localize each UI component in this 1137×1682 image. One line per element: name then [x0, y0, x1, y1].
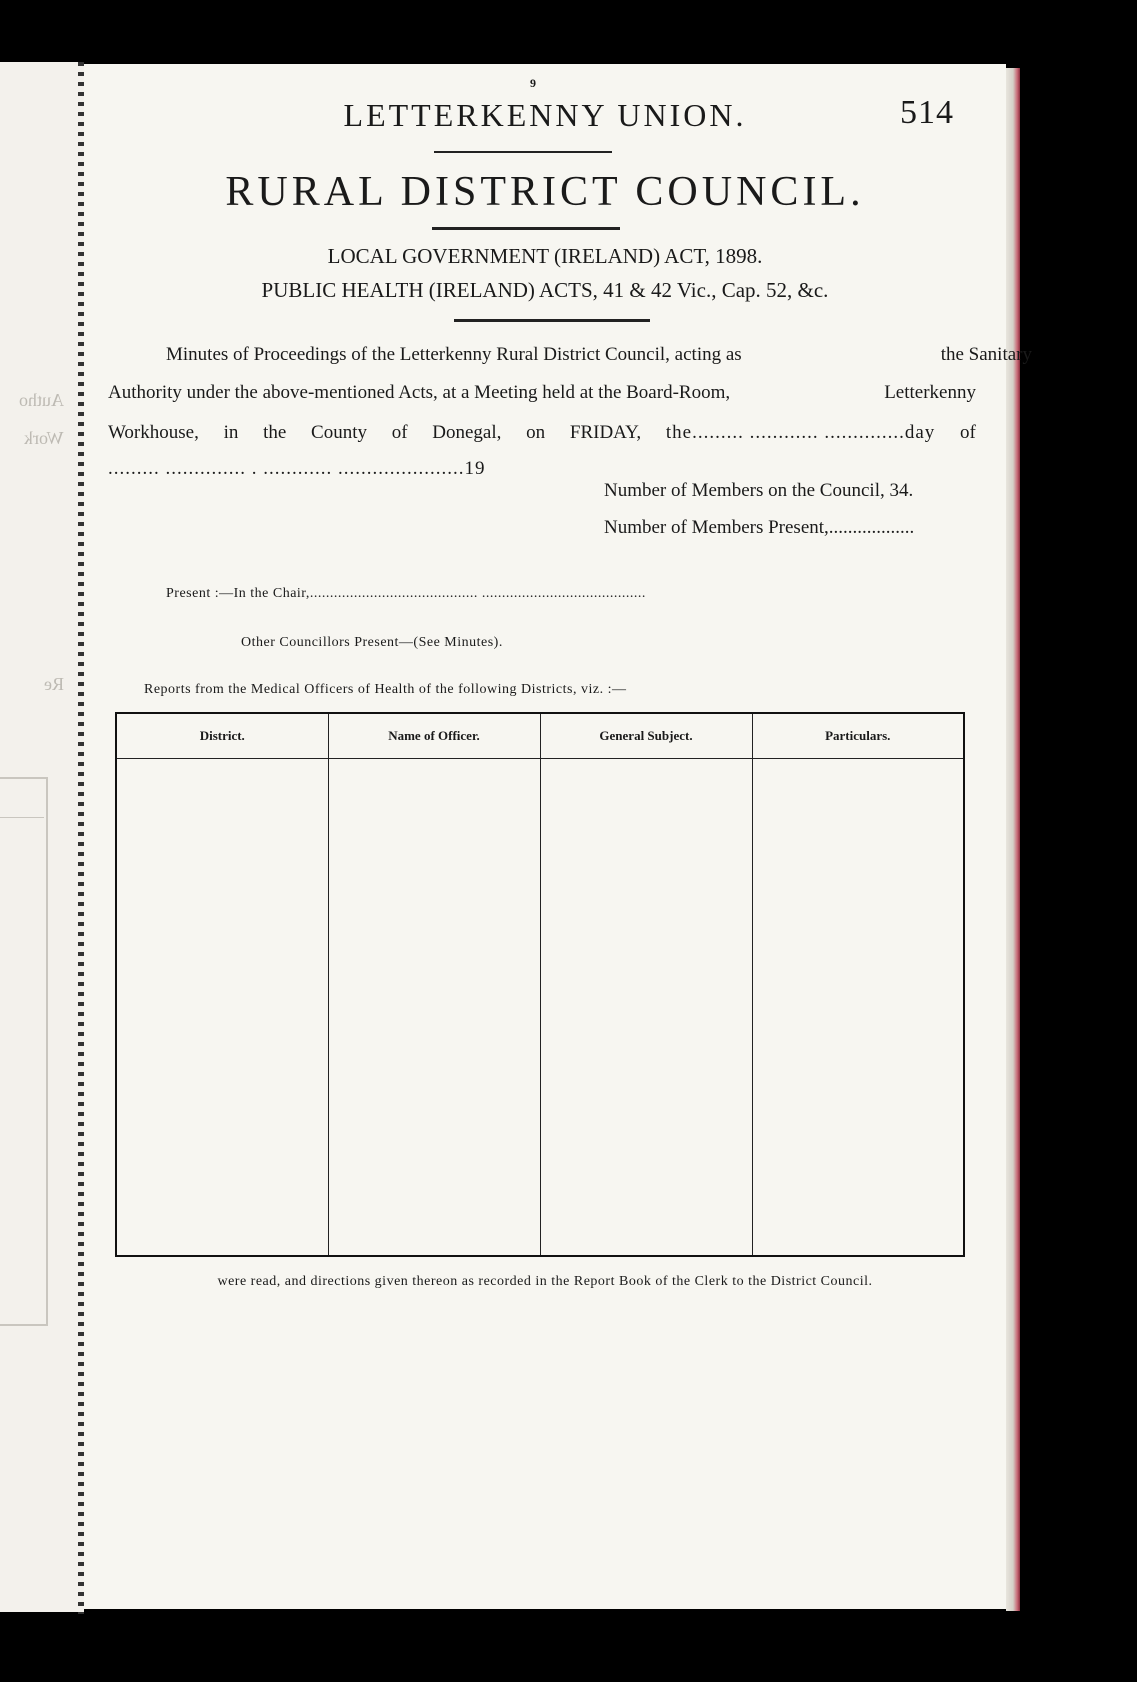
- column-header-particulars: Particulars.: [752, 713, 964, 759]
- minutes-word: of: [391, 422, 408, 443]
- facing-page-rule: [0, 817, 44, 818]
- minutes-word: of: [960, 422, 976, 443]
- subject-cell[interactable]: [540, 759, 752, 1257]
- date-blank: the......... ............ ..............day: [665, 422, 936, 443]
- page-edge: [1006, 68, 1020, 1611]
- table-header-row: [116, 713, 964, 759]
- minutes-word: the: [263, 422, 287, 443]
- members-on-council: Number of Members on the Council, 34.: [604, 480, 914, 501]
- members-present: Number of Members Present,..................: [604, 517, 915, 538]
- minutes-text: Minutes of Proceedings of the Letterkenny Rural District Council, acting as: [166, 344, 742, 365]
- reports-table: [115, 712, 965, 1257]
- particulars-cell[interactable]: [752, 759, 964, 1257]
- facing-page-bleed-text: Work: [24, 428, 64, 448]
- minutes-text: Authority under the above-mentioned Acts, at a Meeting held at the Board-Room,: [108, 382, 731, 403]
- folio-mark: 9: [530, 76, 536, 90]
- minutes-word: Donegal,: [432, 422, 502, 443]
- title-rule: [432, 227, 620, 230]
- other-councillors: Other Councillors Present—(See Minutes).: [241, 635, 503, 650]
- facing-page-bleed-text: Autho: [19, 390, 64, 410]
- facing-page: [0, 62, 83, 1612]
- minutes-word: in: [223, 422, 239, 443]
- meeting-day: FRIDAY,: [569, 422, 642, 443]
- district-cell[interactable]: [116, 759, 328, 1257]
- date-blank-line: ......... .............. . ............ ......................19: [108, 458, 486, 479]
- union-title: LETTERKENNY UNION.: [343, 97, 747, 133]
- column-header-officer: Name of Officer.: [328, 713, 540, 759]
- title-rule: [434, 151, 612, 153]
- facing-page-table-edge: [0, 777, 48, 1326]
- chair-line: Present :—In the Chair,.......................................... .........................................: [166, 586, 646, 601]
- minutes-line: [108, 382, 976, 404]
- act-line: LOCAL GOVERNMENT (IRELAND) ACT, 1898.: [327, 244, 763, 268]
- act-rule: [454, 319, 650, 322]
- council-title: RURAL DISTRICT COUNCIL.: [225, 169, 865, 215]
- minutes-word: County: [311, 422, 367, 443]
- minutes-word: Workhouse,: [108, 422, 199, 443]
- minutes-text: the Sanitary: [940, 344, 1032, 365]
- facing-page-bleed-text: Re: [44, 674, 64, 694]
- column-header-subject: General Subject.: [540, 713, 752, 759]
- table-row: [116, 759, 964, 1257]
- page-number: 514: [900, 94, 954, 131]
- footer-note: were read, and directions given thereon as recorded in the Report Book of the Clerk to the District Council.: [217, 1274, 873, 1289]
- act-line: PUBLIC HEALTH (IRELAND) ACTS, 41 & 42 Vic., Cap. 52, &c.: [261, 278, 829, 302]
- minutes-text: Letterkenny: [884, 382, 976, 403]
- reports-intro: Reports from the Medical Officers of Health of the following Districts, viz. :—: [144, 682, 627, 697]
- form-page: [84, 64, 1032, 1609]
- minutes-word: on: [526, 422, 546, 443]
- officer-cell[interactable]: [328, 759, 540, 1257]
- minutes-line: [166, 344, 1032, 366]
- column-header-district: District.: [116, 713, 328, 759]
- minutes-line: [108, 422, 976, 444]
